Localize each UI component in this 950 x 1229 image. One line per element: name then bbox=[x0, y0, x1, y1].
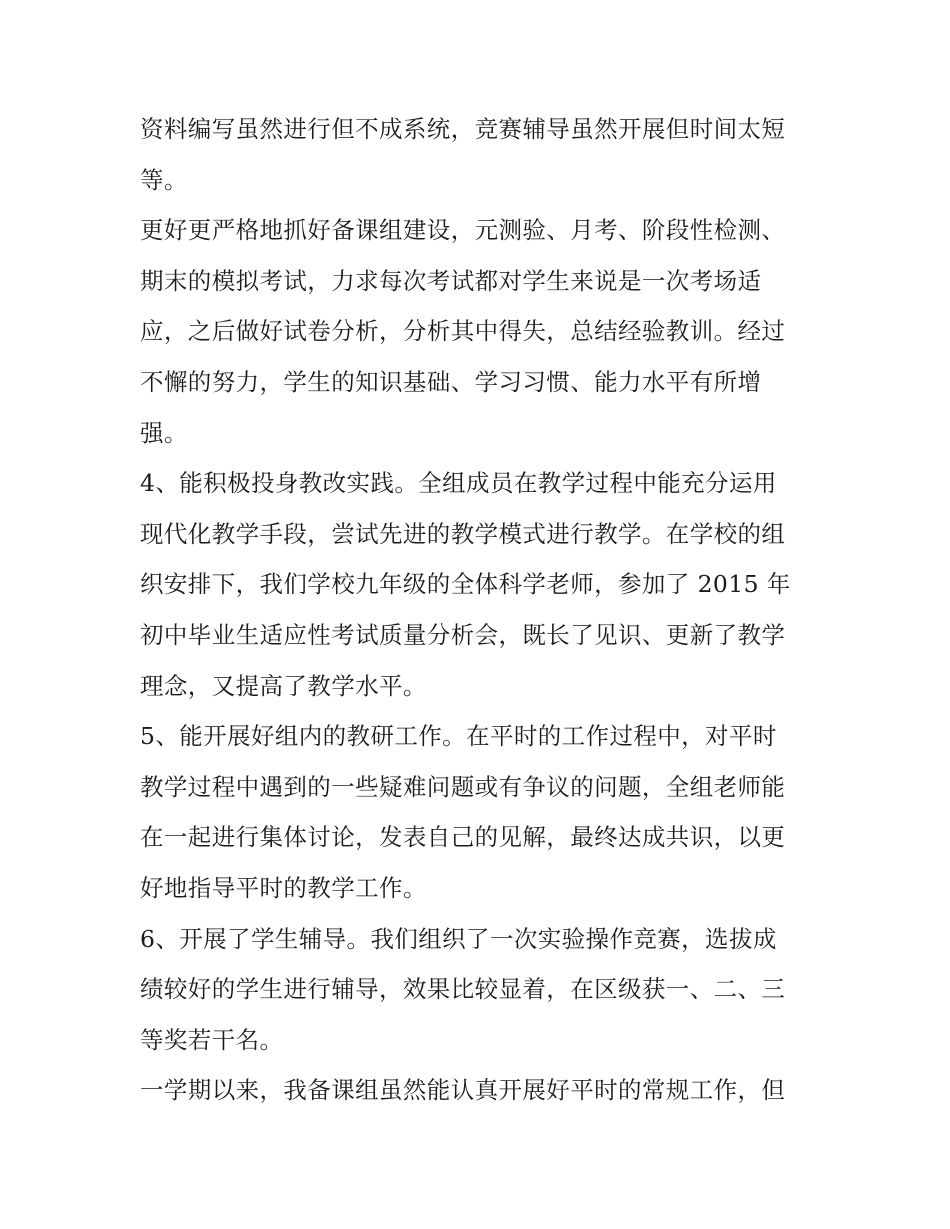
text-line: 等。 bbox=[140, 165, 188, 194]
text-line: 更好更严格地抓好备课组建设，元测验、月考、阶段性检测、 bbox=[140, 216, 786, 245]
text-line: 绩较好的学生进行辅导，效果比较显着，在区级获一、二、三 bbox=[140, 975, 786, 1004]
document-body bbox=[140, 104, 816, 1116]
paragraph-exam-management bbox=[140, 205, 816, 458]
paragraph-semester-summary bbox=[140, 1065, 816, 1116]
text-line: 强。 bbox=[140, 418, 188, 447]
text-line: 织安排下，我们学校九年级的全体科学老师，参加了 2015 年 bbox=[140, 570, 791, 599]
text-line: 资料编写虽然进行但不成系统，竞赛辅导虽然开展但时间太短 bbox=[140, 115, 786, 143]
text-line: 应，之后做好试卷分析，分析其中得失，总结经验教训。经过 bbox=[140, 317, 786, 346]
text-line: 一学期以来，我备课组虽然能认真开展好平时的常规工作，但 bbox=[140, 1076, 786, 1105]
text-line: 教学过程中遇到的一些疑难问题或有争议的问题，全组老师能 bbox=[140, 772, 786, 801]
text-line: 理念，又提高了教学水平。 bbox=[140, 671, 427, 700]
text-line: 5、能开展好组内的教研工作。在平时的工作过程中，对平时 bbox=[140, 722, 777, 751]
text-line: 初中毕业生适应性考试质量分析会，既长了见识、更新了教学 bbox=[140, 620, 786, 649]
paragraph-materials bbox=[140, 104, 816, 205]
text-line: 等奖若干名。 bbox=[140, 1025, 284, 1054]
paragraph-item-4-teaching-reform bbox=[140, 458, 816, 711]
text-line: 现代化教学手段，尝试先进的教学模式进行教学。在学校的组 bbox=[140, 519, 786, 548]
text-line: 不懈的努力，学生的知识基础、学习习惯、能力水平有所增 bbox=[140, 367, 762, 396]
text-line: 4、能积极投身教改实践。全组成员在教学过程中能充分运用 bbox=[140, 469, 777, 498]
paragraph-item-5-research-work bbox=[140, 711, 816, 913]
text-line: 期末的模拟考试，力求每次考试都对学生来说是一次考场适 bbox=[140, 266, 762, 295]
text-line: 6、开展了学生辅导。我们组织了一次实验操作竞赛，选拔成 bbox=[140, 924, 777, 953]
text-line: 在一起进行集体讨论，发表自己的见解，最终达成共识，以更 bbox=[140, 823, 786, 852]
paragraph-item-6-student-tutoring bbox=[140, 914, 816, 1066]
text-line: 好地指导平时的教学工作。 bbox=[140, 873, 427, 902]
